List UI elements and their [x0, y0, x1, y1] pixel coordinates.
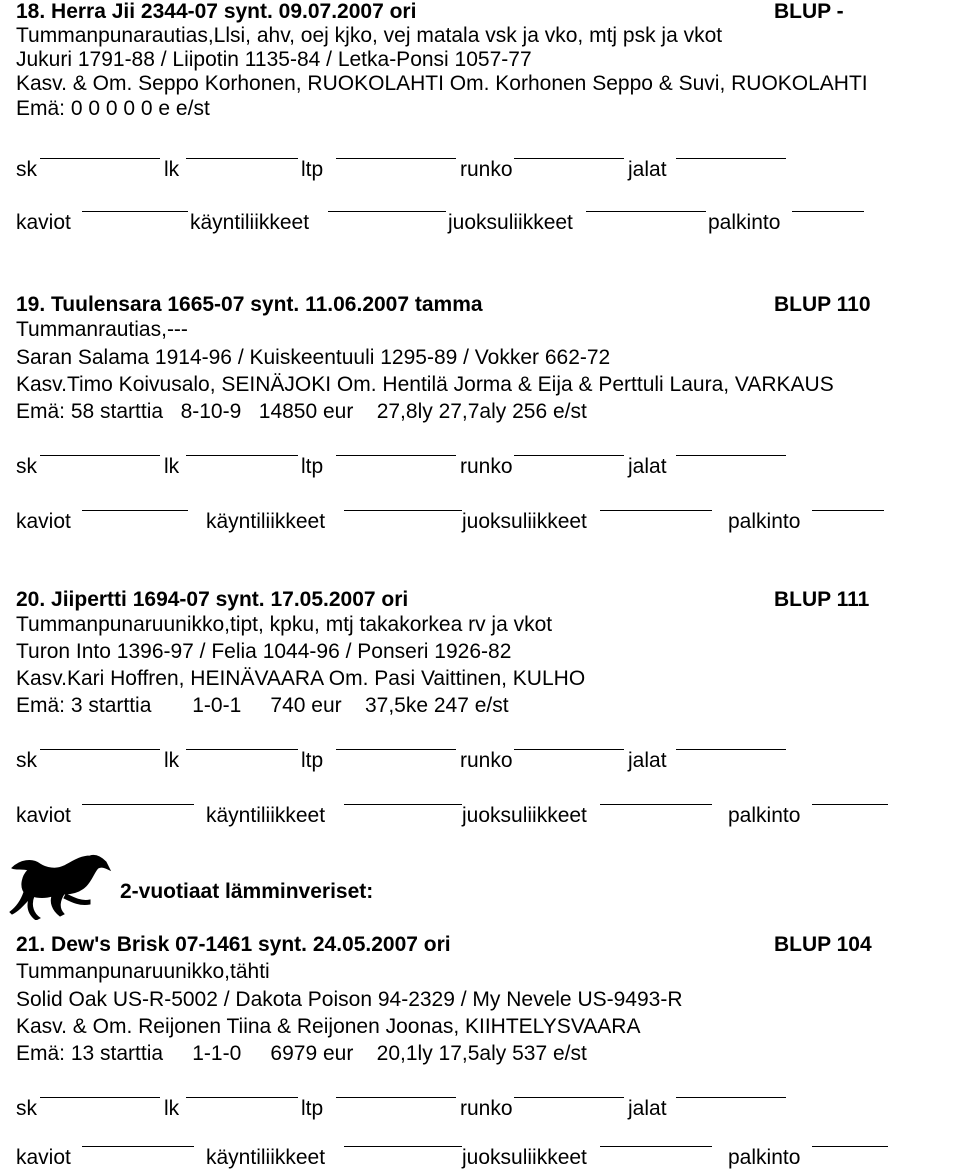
- field-blank-sk[interactable]: [40, 749, 160, 750]
- entry-description: Tummanrautias,---: [16, 318, 188, 341]
- field-label-lk: lk: [164, 455, 180, 478]
- entry-pedigree: Saran Salama 1914-96 / Kuiskeentuuli 1295-89 / Vokker 662-72: [16, 346, 611, 369]
- field-blank-lk[interactable]: [186, 1097, 298, 1098]
- field-label-runko: runko: [460, 749, 513, 772]
- field-label-palkinto: palkinto: [728, 1146, 801, 1169]
- field-blank-palkinto[interactable]: [792, 211, 864, 212]
- blup-value: BLUP 110: [774, 293, 871, 316]
- entry-title: 20. Jiipertti 1694-07 synt. 17.05.2007 ori: [16, 588, 409, 611]
- field-label-kayntiliikkeet: käyntiliikkeet: [206, 1146, 326, 1169]
- field-blank-kaviot[interactable]: [82, 1146, 194, 1147]
- field-blank-kaviot[interactable]: [82, 804, 194, 805]
- field-label-kaviot: kaviot: [16, 804, 71, 827]
- field-label-palkinto: palkinto: [728, 510, 801, 533]
- field-label-ltp: ltp: [301, 1097, 324, 1120]
- field-label-jalat: jalat: [628, 158, 667, 181]
- entry-dam-stats: Emä: 58 starttia 8-10-9 14850 eur 27,8ly 27,7aly 256 e/st: [16, 400, 587, 423]
- blup-value: BLUP -: [774, 0, 844, 23]
- field-blank-kayntiliikkeet[interactable]: [344, 1146, 462, 1147]
- entry-description: Tummanpunarautias,Llsi, ahv, oej kjko, vej matala vsk ja vko, mtj psk ja vkot: [16, 24, 723, 47]
- entry-owner: Kasv. & Om. Seppo Korhonen, RUOKOLAHTI Om. Korhonen Seppo & Suvi, RUOKOLAHTI: [16, 72, 868, 95]
- field-blank-runko[interactable]: [514, 1097, 624, 1098]
- field-label-kayntiliikkeet: käyntiliikkeet: [206, 804, 326, 827]
- field-blank-runko[interactable]: [514, 749, 624, 750]
- field-blank-palkinto[interactable]: [812, 804, 888, 805]
- field-blank-kayntiliikkeet[interactable]: [328, 211, 446, 212]
- field-blank-ltp[interactable]: [336, 1097, 456, 1098]
- field-blank-juoksuliikkeet[interactable]: [600, 1146, 712, 1147]
- field-label-ltp: ltp: [301, 158, 324, 181]
- field-blank-lk[interactable]: [186, 749, 298, 750]
- entry-pedigree: Solid Oak US-R-5002 / Dakota Poison 94-2329 / My Nevele US-9493-R: [16, 988, 683, 1011]
- entry-title: 21. Dew's Brisk 07-1461 synt. 24.05.2007 ori: [16, 933, 451, 956]
- entry-title: 19. Tuulensara 1665-07 synt. 11.06.2007 tamma: [16, 293, 483, 316]
- entry-pedigree: Jukuri 1791-88 / Liipotin 1135-84 / Letka-Ponsi 1057-77: [16, 48, 532, 71]
- field-label-palkinto: palkinto: [728, 804, 801, 827]
- entry-dam-stats: Emä: 3 starttia 1-0-1 740 eur 37,5ke 247 e/st: [16, 694, 509, 717]
- blup-value: BLUP 104: [774, 933, 872, 956]
- field-label-palkinto: palkinto: [708, 211, 781, 234]
- field-label-sk: sk: [16, 455, 37, 478]
- field-label-kaviot: kaviot: [16, 510, 71, 533]
- field-blank-runko[interactable]: [514, 455, 624, 456]
- field-blank-ltp[interactable]: [336, 158, 456, 159]
- field-label-juoksuliikkeet: juoksuliikkeet: [462, 804, 587, 827]
- field-label-runko: runko: [460, 1097, 513, 1120]
- field-blank-jalat[interactable]: [676, 158, 786, 159]
- field-label-jalat: jalat: [628, 455, 667, 478]
- field-label-ltp: ltp: [301, 749, 324, 772]
- field-label-kaviot: kaviot: [16, 1146, 71, 1169]
- entry-owner: Kasv. & Om. Reijonen Tiina & Reijonen Joonas, KIIHTELYSVAARA: [16, 1015, 641, 1038]
- field-label-runko: runko: [460, 455, 513, 478]
- field-label-lk: lk: [164, 749, 180, 772]
- entry-description: Tummanpunaruunikko,tähti: [16, 960, 270, 983]
- field-label-kayntiliikkeet: käyntiliikkeet: [206, 510, 326, 533]
- entry-owner: Kasv.Timo Koivusalo, SEINÄJOKI Om. Hentilä Jorma & Eija & Perttuli Laura, VARKAUS: [16, 373, 834, 396]
- field-label-ltp: ltp: [301, 455, 324, 478]
- field-label-kaviot: kaviot: [16, 211, 71, 234]
- galloping-horse-icon: [6, 852, 112, 920]
- field-blank-sk[interactable]: [40, 455, 160, 456]
- field-label-lk: lk: [164, 1097, 180, 1120]
- field-label-sk: sk: [16, 749, 37, 772]
- field-blank-palkinto[interactable]: [812, 510, 884, 511]
- entry-owner: Kasv.Kari Hoffren, HEINÄVAARA Om. Pasi Vaittinen, KULHO: [16, 667, 586, 690]
- field-blank-runko[interactable]: [514, 158, 624, 159]
- entry-description: Tummanpunaruunikko,tipt, kpku, mtj takakorkea rv ja vkot: [16, 613, 553, 636]
- field-blank-juoksuliikkeet[interactable]: [600, 804, 712, 805]
- field-label-juoksuliikkeet: juoksuliikkeet: [462, 1146, 587, 1169]
- entry-title: 18. Herra Jii 2344-07 synt. 09.07.2007 ori: [16, 0, 417, 23]
- field-label-juoksuliikkeet: juoksuliikkeet: [462, 510, 587, 533]
- field-label-runko: runko: [460, 158, 513, 181]
- field-blank-ltp[interactable]: [336, 749, 456, 750]
- field-label-jalat: jalat: [628, 749, 667, 772]
- field-blank-sk[interactable]: [40, 158, 160, 159]
- field-blank-jalat[interactable]: [676, 1097, 786, 1098]
- blup-value: BLUP 111: [774, 588, 870, 611]
- entry-dam-stats: Emä: 0 0 0 0 0 e e/st: [16, 97, 210, 120]
- field-blank-jalat[interactable]: [676, 455, 786, 456]
- entry-dam-stats: Emä: 13 starttia 1-1-0 6979 eur 20,1ly 17,5aly 537 e/st: [16, 1042, 587, 1065]
- field-label-kayntiliikkeet: käyntiliikkeet: [190, 211, 310, 234]
- field-label-sk: sk: [16, 158, 37, 181]
- field-label-juoksuliikkeet: juoksuliikkeet: [448, 211, 573, 234]
- field-blank-sk[interactable]: [40, 1097, 160, 1098]
- field-blank-kayntiliikkeet[interactable]: [344, 804, 462, 805]
- entry-pedigree: Turon Into 1396-97 / Felia 1044-96 / Ponseri 1926-82: [16, 640, 512, 663]
- field-blank-kaviot[interactable]: [82, 510, 188, 511]
- field-blank-kayntiliikkeet[interactable]: [344, 510, 462, 511]
- field-blank-lk[interactable]: [186, 158, 298, 159]
- field-blank-ltp[interactable]: [336, 455, 456, 456]
- field-label-jalat: jalat: [628, 1097, 667, 1120]
- section-heading: 2-vuotiaat lämminveriset:: [120, 880, 374, 903]
- field-blank-jalat[interactable]: [676, 749, 786, 750]
- field-blank-lk[interactable]: [186, 455, 298, 456]
- field-blank-juoksuliikkeet[interactable]: [600, 510, 712, 511]
- field-blank-kaviot[interactable]: [82, 211, 188, 212]
- field-blank-palkinto[interactable]: [812, 1146, 888, 1147]
- field-label-sk: sk: [16, 1097, 37, 1120]
- field-label-lk: lk: [164, 158, 180, 181]
- field-blank-juoksuliikkeet[interactable]: [586, 211, 706, 212]
